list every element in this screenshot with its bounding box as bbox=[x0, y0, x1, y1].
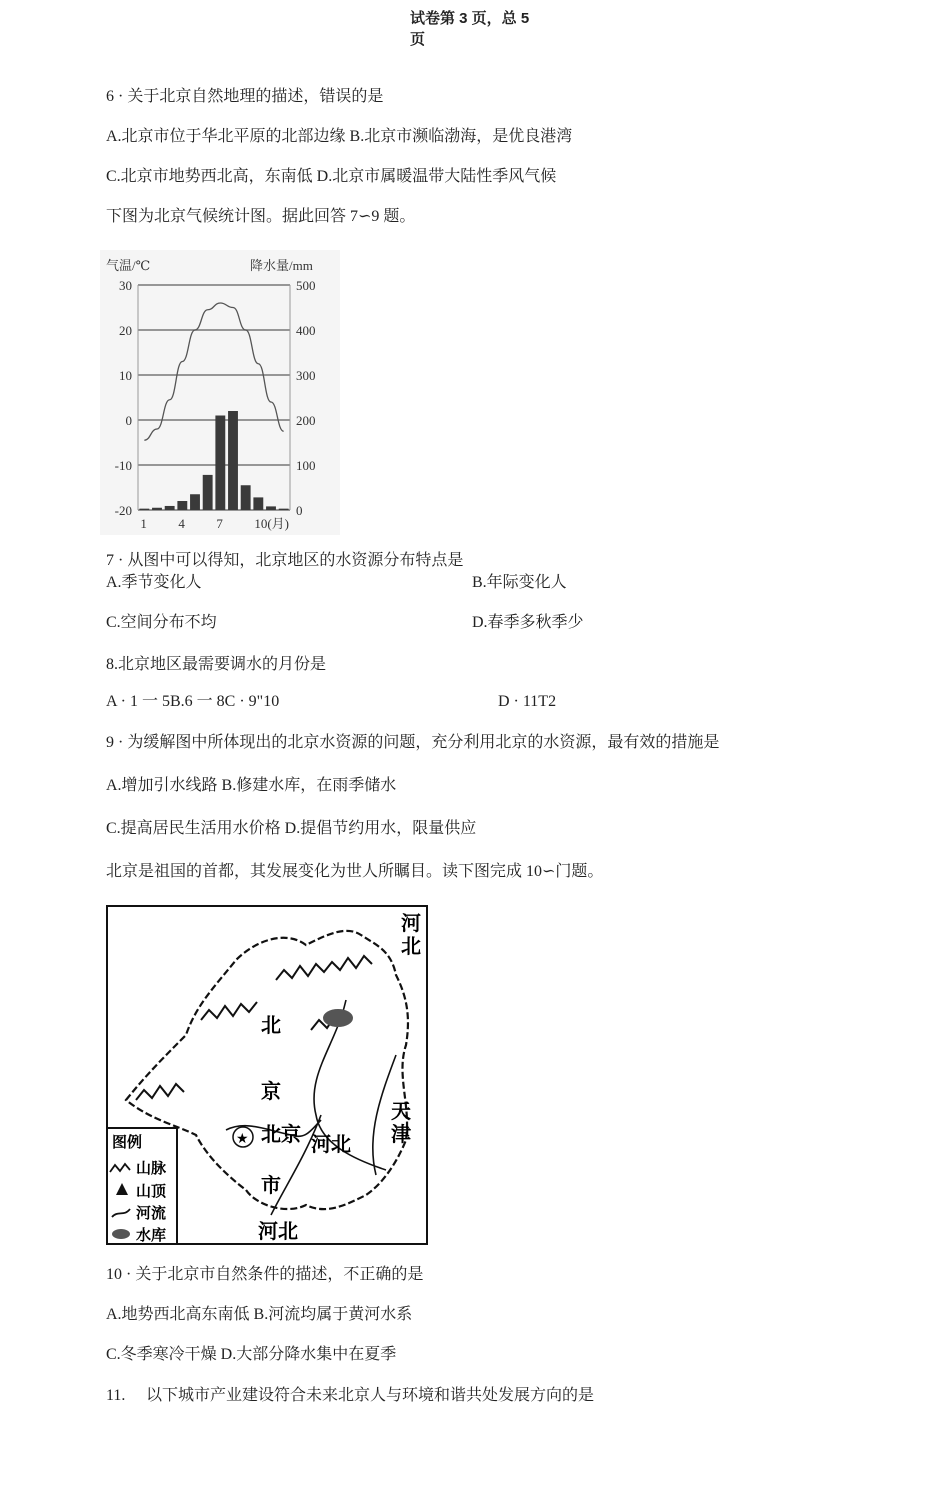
precipitation-bar bbox=[165, 506, 175, 510]
y-right-axis-label: 降水量/mm bbox=[250, 258, 313, 273]
q10-stem: 10 · 关于北京市自然条件的描述，不正确的是 bbox=[106, 1266, 424, 1283]
legend-title: 图例 bbox=[112, 1135, 143, 1151]
precipitation-bar bbox=[228, 411, 238, 510]
map-label-hebei-mid: 河北 bbox=[311, 1134, 351, 1156]
intro-10-11: 北京是祖国的首都，其发展变化为世人所瞩目。读下图完成 10∽门题。 bbox=[106, 863, 604, 880]
q9-options-ab: A.增加引水线路 B.修建水库，在雨季储水 bbox=[106, 777, 397, 794]
q7-option-c: C.空间分布不均 bbox=[106, 614, 217, 631]
legend-item-reservoir: 水库 bbox=[136, 1228, 167, 1244]
map-label-hebei-ne-2: 北 bbox=[401, 936, 421, 958]
precipitation-bar bbox=[152, 508, 162, 510]
map-label-beijing: 北京 bbox=[261, 1124, 301, 1146]
x-tick-label: 10(月) bbox=[254, 516, 290, 531]
q9-stem: 9 · 为缓解图中所体现出的北京水资源的问题，充分利用北京的水资源，最有效的措施是 bbox=[106, 734, 720, 751]
map-label-tianjin-2: 津 bbox=[391, 1124, 411, 1146]
y-left-tick-label: 30 bbox=[119, 278, 132, 293]
header-line-2: 页 bbox=[410, 31, 426, 48]
map-label-hebei-s: 河北 bbox=[258, 1221, 298, 1243]
map-label-jing: 京 bbox=[261, 1081, 281, 1103]
precipitation-bar bbox=[203, 475, 213, 510]
map-legend bbox=[107, 1128, 177, 1244]
precipitation-bar bbox=[266, 506, 276, 510]
precipitation-bar bbox=[279, 509, 289, 510]
y-right-tick-label: 200 bbox=[296, 413, 316, 428]
y-right-tick-label: 500 bbox=[296, 278, 316, 293]
q8-options-abc: A · 1 一 5B.6 一 8C · 9"10 bbox=[106, 693, 280, 710]
q11-stem: 以下城市产业建设符合未来北京人与环境和谐共处发展方向的是 bbox=[146, 1387, 595, 1404]
q6-options-cd: C.北京市地势西北高，东南低 D.北京市属暖温带大陆性季风气候 bbox=[106, 168, 557, 185]
legend-item-river: 河流 bbox=[136, 1206, 167, 1222]
legend-item-peak: 山顶 bbox=[136, 1184, 167, 1200]
x-tick-label: 4 bbox=[178, 516, 185, 531]
q7-option-b: B.年际变化人 bbox=[472, 574, 567, 591]
y-left-tick-label: 20 bbox=[119, 323, 132, 338]
y-left-tick-label: -20 bbox=[114, 503, 132, 518]
beijing-map bbox=[106, 905, 428, 1245]
climate-chart bbox=[100, 250, 340, 535]
header-line-1: 试卷第 3 页，总 5 bbox=[410, 10, 530, 27]
y-left-tick-label: 10 bbox=[119, 368, 132, 383]
q7-stem: 7 · 从图中可以得知，北京地区的水资源分布特点是 bbox=[106, 552, 464, 569]
map-label-hebei-ne-1: 河 bbox=[401, 913, 421, 935]
y-left-tick-label: 0 bbox=[125, 413, 132, 428]
precipitation-bar bbox=[215, 416, 225, 511]
y-left-tick-label: -10 bbox=[114, 458, 132, 473]
q10-options-ab: A.地势西北高东南低 B.河流均属于黄河水系 bbox=[106, 1306, 413, 1323]
page-header bbox=[410, 8, 550, 50]
precipitation-bar bbox=[190, 494, 200, 510]
reservoir-icon bbox=[323, 1009, 353, 1027]
q11-number: 11. bbox=[106, 1387, 126, 1404]
capital-star-icon: ★ bbox=[236, 1132, 249, 1147]
x-tick-label: 1 bbox=[140, 516, 147, 531]
q6-stem: 6 · 关于北京自然地理的描述，错误的是 bbox=[106, 88, 384, 105]
precipitation-bar bbox=[241, 485, 251, 510]
y-right-tick-label: 300 bbox=[296, 368, 316, 383]
y-right-tick-label: 100 bbox=[296, 458, 316, 473]
y-left-axis-label: 气温/℃ bbox=[106, 258, 151, 273]
q8-stem: 8.北京地区最需要调水的月份是 bbox=[106, 656, 327, 673]
precipitation-bar bbox=[177, 501, 187, 510]
q8-option-d: D · 11T2 bbox=[498, 693, 557, 710]
legend-reservoir-icon bbox=[112, 1229, 130, 1239]
y-right-tick-label: 400 bbox=[296, 323, 316, 338]
legend-item-mountain: 山脉 bbox=[136, 1161, 167, 1177]
precipitation-bar bbox=[253, 497, 263, 510]
q9-options-cd: C.提高居民生活用水价格 D.提倡节约用水，限量供应 bbox=[106, 820, 477, 837]
intro-7-9: 下图为北京气候统计图。据此回答 7∽9 题。 bbox=[106, 208, 416, 225]
map-label-bei: 北 bbox=[261, 1015, 281, 1037]
precipitation-bar bbox=[139, 509, 149, 510]
map-label-shi: 市 bbox=[261, 1175, 281, 1197]
q7-option-d: D.春季多秋季少 bbox=[472, 614, 584, 631]
map-label-tianjin-1: 天 bbox=[391, 1101, 411, 1123]
q7-option-a: A.季节变化人 bbox=[106, 574, 202, 591]
y-right-tick-label: 0 bbox=[296, 503, 303, 518]
x-tick-label: 7 bbox=[216, 516, 223, 531]
q6-options-ab: A.北京市位于华北平原的北部边缘 B.北京市濒临渤海，是优良港湾 bbox=[106, 128, 573, 145]
q10-options-cd: C.冬季寒冷干燥 D.大部分降水集中在夏季 bbox=[106, 1346, 397, 1363]
